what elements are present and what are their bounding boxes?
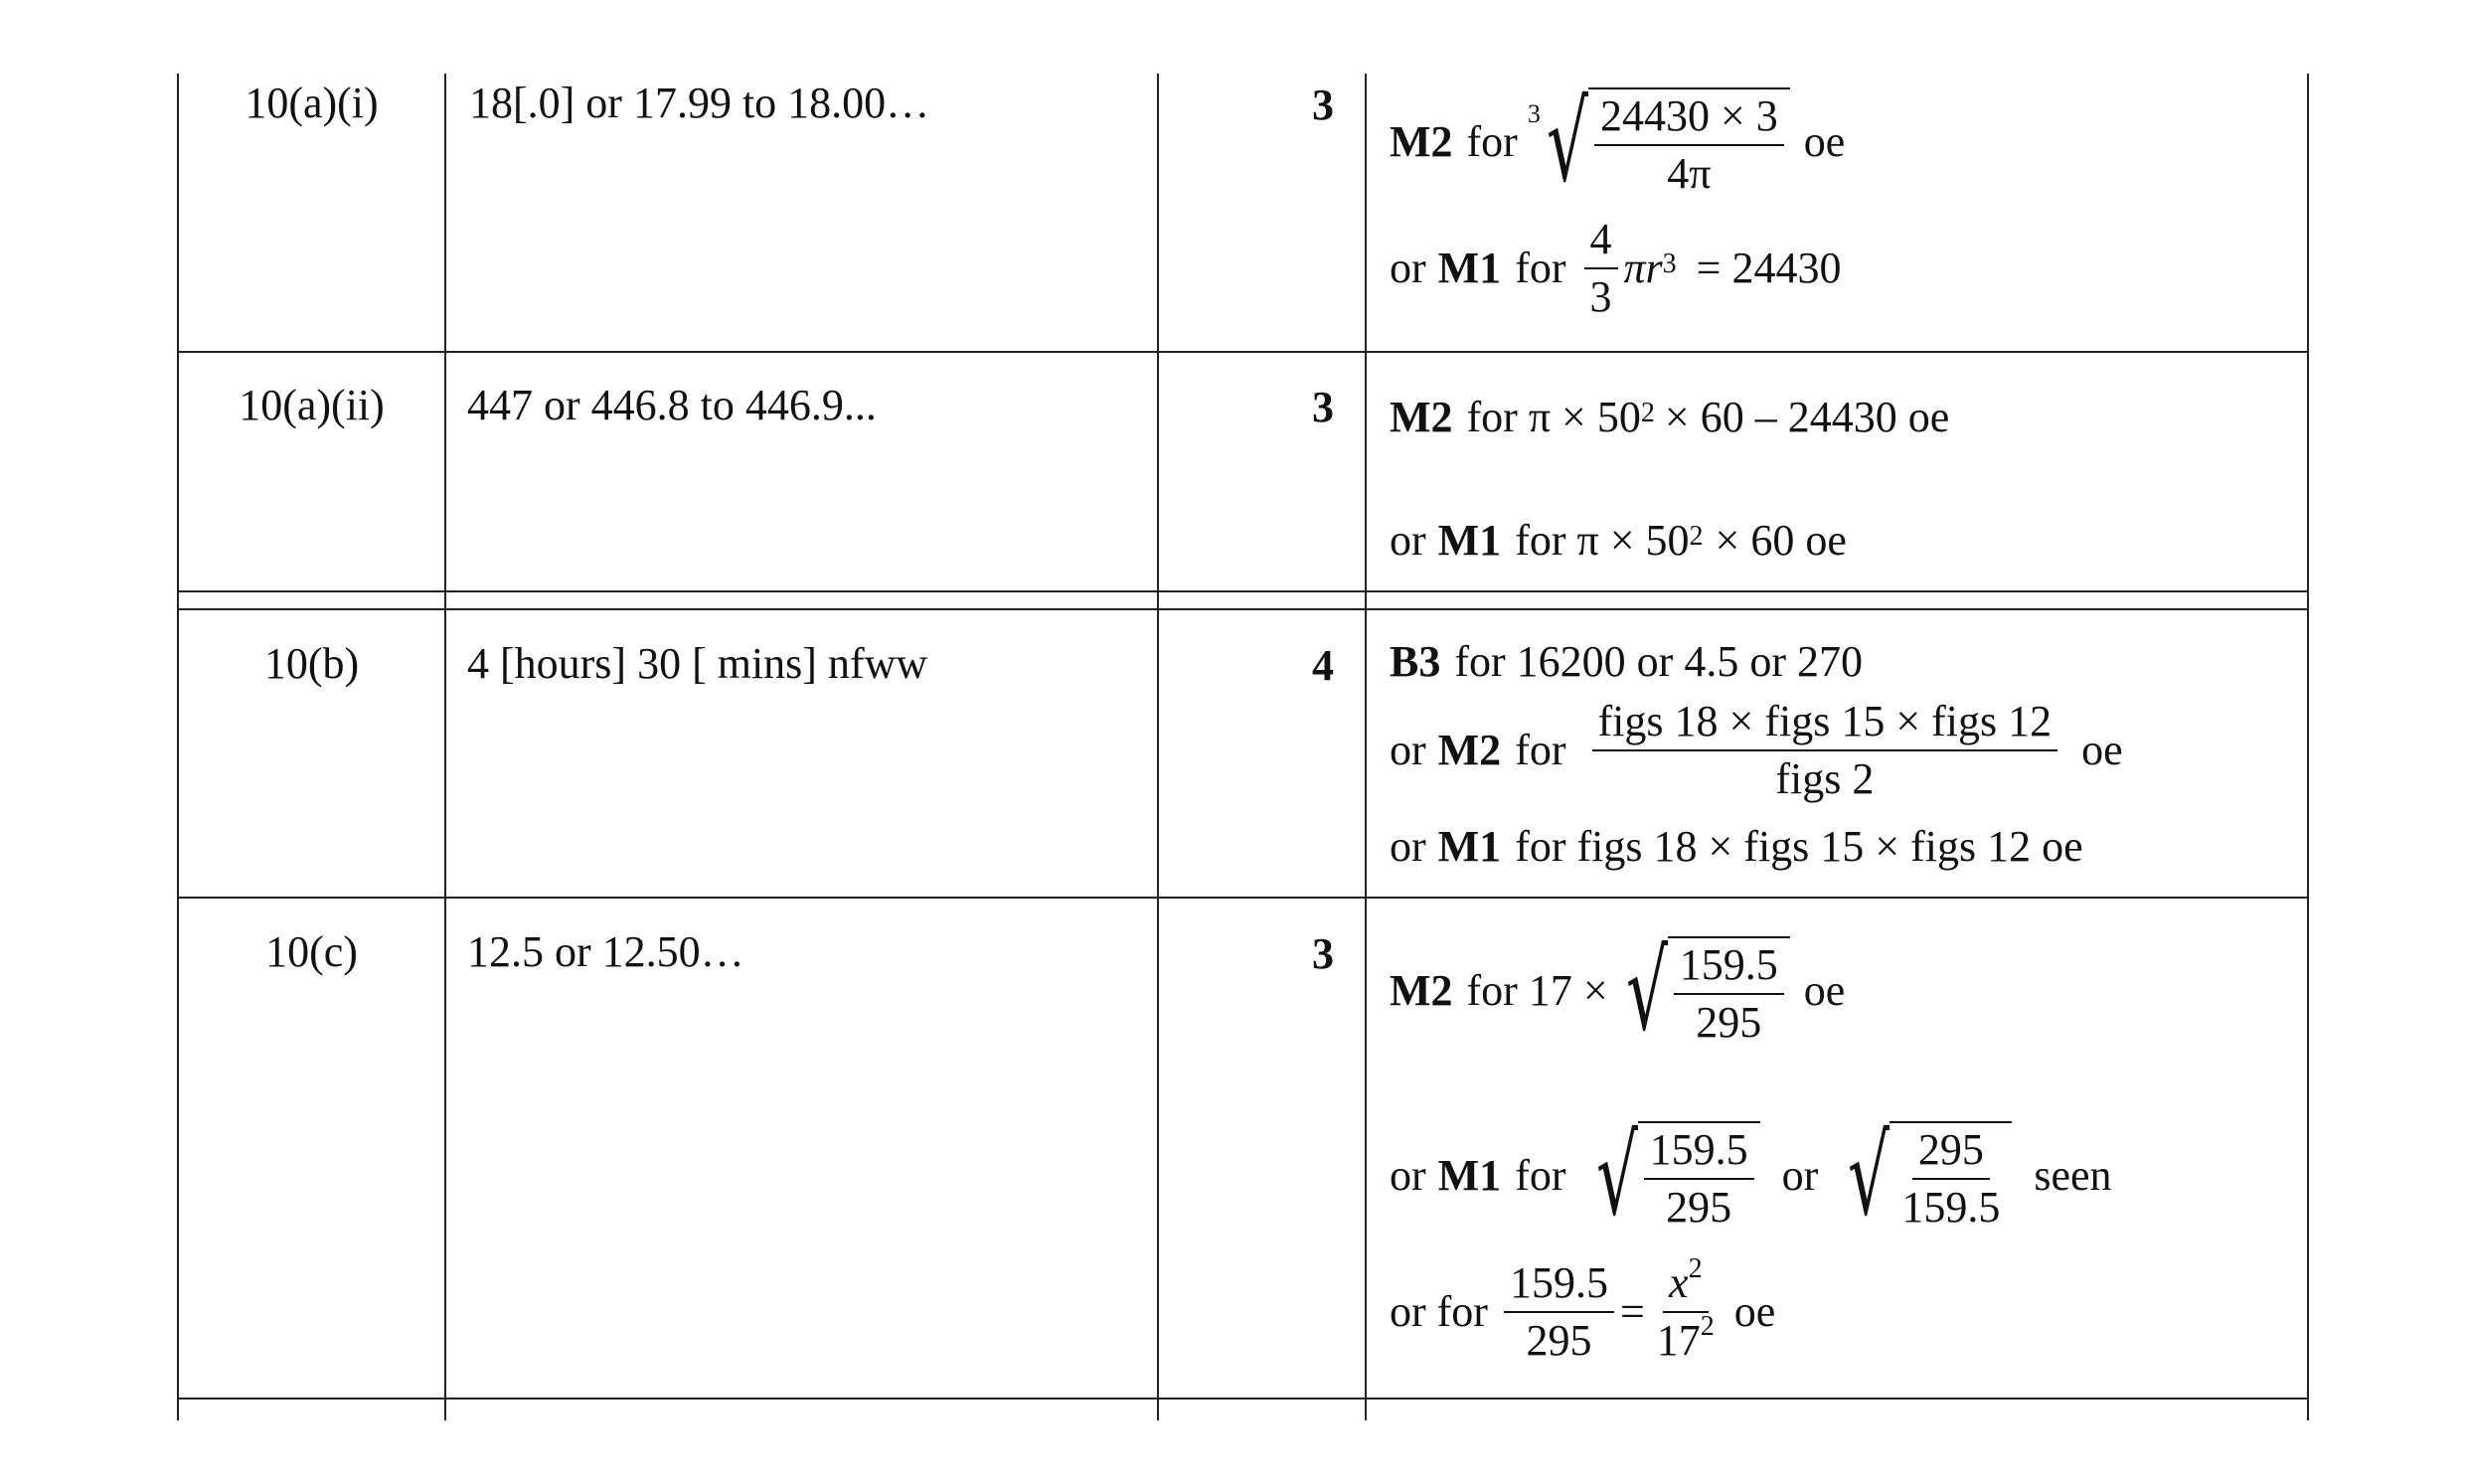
guidance-line: or M1 for π × 50 $^2$ × 60 oe (1390, 516, 1847, 565)
row-divider (177, 1398, 2308, 1400)
denominator (1651, 1313, 1721, 1363)
column-rule-left (177, 74, 179, 1420)
row-divider (177, 351, 2308, 353)
award-code: M1 (1437, 822, 1502, 871)
guidance-text: × 60 oe (1715, 516, 1847, 565)
fraction (1895, 1125, 2006, 1232)
root-index: 3 (1527, 99, 1541, 128)
guidance-line: or M1 for $\frac{4}{3}$ πr $^3$ = 24430 (1390, 215, 1842, 321)
radical-sign: √ (1625, 927, 1668, 1055)
guidance-line (1390, 822, 2083, 871)
equals-sign: = (1619, 1287, 1645, 1336)
question-number: 10(b) (263, 639, 360, 688)
exponent: 2 (1700, 1311, 1715, 1343)
column-rule-right (2307, 74, 2309, 1420)
guidance-text: oe (1803, 966, 1846, 1015)
question-number: 10(c) (265, 927, 358, 976)
guidance-text: for 17 × (1466, 966, 1608, 1015)
guidance-text: for 16200 or 4.5 or 270 (1454, 637, 1863, 686)
marks-value: 4 (1312, 641, 1334, 690)
radical-sign: √ (1546, 79, 1588, 206)
marks-value: 3 (1312, 929, 1334, 978)
numerator: 159.5 (1504, 1261, 1614, 1313)
award-code: M2 (1390, 966, 1453, 1015)
guidance-text: oe (1733, 1287, 1776, 1336)
guidance-text: for (1515, 244, 1566, 292)
denominator-base: 17 (1656, 1316, 1701, 1365)
guidance-text: × 60 – 24430 oe (1664, 393, 1950, 441)
square-root (1834, 1112, 2012, 1239)
fraction (1674, 940, 1784, 1047)
guidance-line (1390, 926, 1845, 1056)
row-divider (177, 590, 2308, 592)
guidance-line (1390, 696, 2123, 805)
marks-value: 3 (1312, 81, 1334, 129)
guidance-text: for (1515, 1151, 1566, 1200)
fraction (1651, 1253, 1721, 1365)
answer-text: 447 or 446.8 to 446.9... (467, 381, 877, 429)
guidance-line (1390, 1252, 1775, 1372)
numerator: 4 (1584, 218, 1618, 269)
square-root (1582, 1112, 1760, 1239)
denominator: 4π (1667, 149, 1712, 198)
guidance-text: seen (2034, 1151, 2112, 1200)
guidance-line: M2 for π × 50 $^2$ × 60 – 24430 oe (1390, 393, 1950, 441)
numerator: figs 18 × figs 15 × figs 12 (1592, 700, 2058, 751)
award-code: M1 (1437, 244, 1502, 292)
numerator: 295 (1912, 1128, 1990, 1180)
square-root (1612, 927, 1790, 1055)
denominator: 295 (1696, 998, 1762, 1047)
guidance-text: for π × 50 (1515, 516, 1690, 565)
denominator: 159.5 (1901, 1183, 2001, 1232)
guidance-text: oe (2081, 726, 2123, 774)
award-code: M2 (1390, 393, 1453, 441)
guidance-text: for (1515, 726, 1566, 774)
numerator: 159.5 (1644, 1128, 1754, 1180)
award-code: M2 (1437, 726, 1502, 774)
award-code: M2 (1390, 117, 1453, 166)
guidance-text: for π × 50 (1466, 393, 1641, 441)
denominator: 3 (1589, 272, 1612, 321)
award-code: B3 (1390, 637, 1441, 686)
guidance-text: for figs 18 × figs 15 × figs 12 oe (1515, 822, 2083, 871)
fraction (1592, 697, 2058, 803)
guidance-line (1390, 637, 1863, 686)
column-rule-answer (1157, 74, 1159, 1420)
guidance-text: or (1390, 1151, 1426, 1200)
variable: x (1669, 1258, 1689, 1307)
marks-value: 3 (1312, 383, 1334, 431)
award-code: M1 (1437, 516, 1502, 565)
math-expression: = 24430 (1696, 244, 1842, 292)
guidance-text: or (1390, 516, 1426, 565)
math-expression: πr (1623, 244, 1663, 292)
guidance-text: oe (1803, 117, 1846, 166)
denominator: 295 (1526, 1316, 1592, 1365)
fraction (1644, 1125, 1754, 1232)
guidance-text: or (1390, 244, 1426, 292)
radical-sign: √ (1595, 1112, 1638, 1239)
guidance-line (1390, 78, 1845, 207)
cube-root (1527, 79, 1790, 206)
question-number: 10(a)(i) (245, 79, 379, 127)
guidance-text: or (1390, 726, 1426, 774)
row-divider (177, 608, 2308, 610)
question-number: 10(a)(ii) (239, 381, 385, 429)
award-code: M1 (1437, 1151, 1502, 1200)
denominator: figs 2 (1775, 754, 1875, 803)
numerator (1663, 1253, 1709, 1313)
guidance-text: or (1390, 822, 1426, 871)
fraction (1504, 1258, 1614, 1365)
guidance-line (1390, 1111, 2112, 1240)
numerator: 159.5 (1674, 943, 1784, 995)
numerator: 24430 × 3 (1594, 94, 1784, 146)
exponent: 2 (1688, 1253, 1703, 1285)
column-rule-question (444, 74, 446, 1420)
column-rule-marks (1365, 74, 1367, 1420)
guidance-text: for (1466, 117, 1518, 166)
answer-text: 12.5 or 12.50… (467, 927, 744, 976)
fraction (1594, 91, 1784, 198)
radical-sign: √ (1848, 1112, 1890, 1239)
row-divider (177, 897, 2308, 899)
fraction (1584, 215, 1618, 321)
guidance-text: or for (1390, 1287, 1488, 1336)
denominator: 295 (1666, 1183, 1732, 1232)
guidance-text: or (1781, 1151, 1819, 1200)
answer-text: 4 [hours] 30 [ mins] nfww (467, 639, 928, 688)
answer-text: 18[.0] or 17.99 to 18.00… (469, 79, 930, 127)
